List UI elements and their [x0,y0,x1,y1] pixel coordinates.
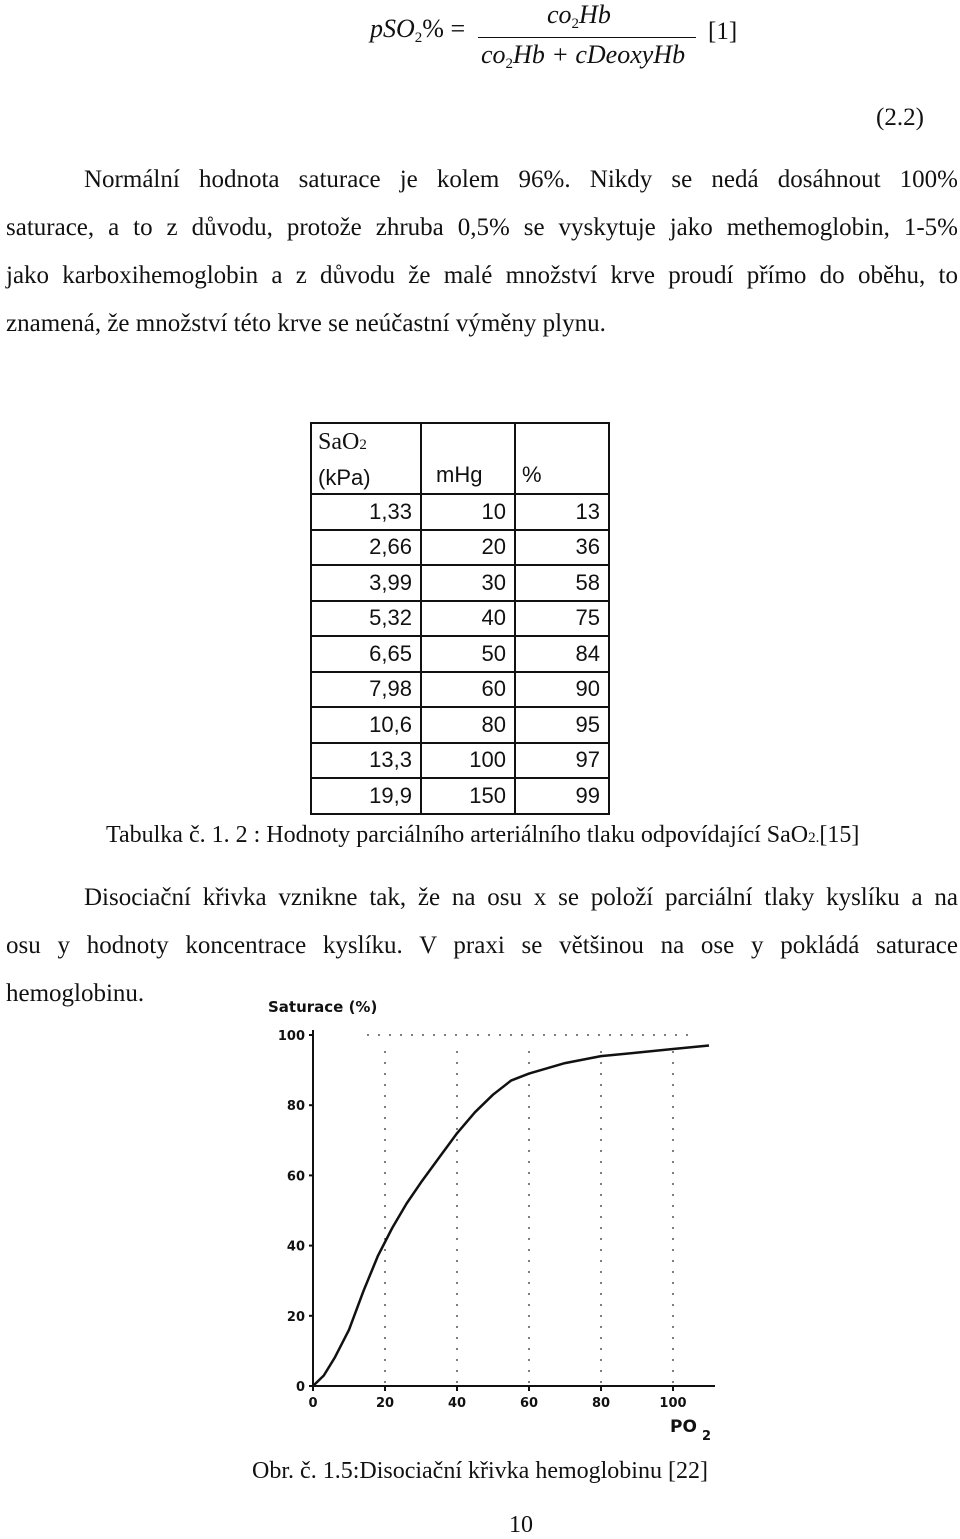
paragraph-saturation [6,156,958,348]
paragraph-line: hemoglobinu. [6,980,145,1007]
x-tick-label: 80 [591,1396,611,1411]
equation-denominator: $co_2Hb$ + cDeoxyHb [481,40,686,72]
table-header-row [311,423,609,494]
y-tick-label: 40 [286,1239,305,1255]
x-axis-label-subscript: 2 [702,1429,712,1444]
x-tick-label: 20 [375,1396,395,1411]
equation-reference: [1] [708,18,738,45]
x-tick-label: 60 [519,1396,539,1411]
y-tick-label: 60 [286,1169,305,1185]
paragraph-line: saturace, a to z důvodu, protože zhruba 0,5% se vyskytuje jako methemoglobin, 1-5% [6,214,958,241]
saturation-table [310,422,610,815]
y-tick-label: 20 [286,1309,305,1325]
paragraph-line: jako karboxihemoglobin a z důvodu že malé množství krve proudí přímo do oběhu, to [6,262,958,289]
table-header-sao2: SaO2 (kPa) [311,423,421,494]
dissociation-curve-line [313,1046,709,1387]
dissociation-curve-chart [250,990,720,1445]
y-tick-label: 0 [295,1380,305,1395]
equation-numerator: $co_2Hb$ [547,0,611,32]
table-row: 3,99 30 58 [311,565,609,601]
fraction-bar [478,37,696,38]
chart-title: Saturace (%) [268,998,378,1016]
x-tick-label: 0 [308,1396,318,1411]
x-axis-label: PO [670,1417,697,1437]
paragraph-line: Normální hodnota saturace je kolem 96%. Nikdy se nedá dosáhnout 100% [84,166,958,193]
y-tick-label: 100 [277,1029,305,1044]
x-tick-label: 100 [659,1396,687,1411]
x-tick-label: 40 [447,1396,467,1411]
table-header-mhg: mHg [421,423,515,494]
table-row: 10,6 80 95 [311,707,609,743]
equation-lhs: pSO$_2$% = [370,14,466,46]
page-number: 10 [509,1512,533,1538]
paragraph-line: osu y hodnoty koncentrace kyslíku. V praxi se většinou na ose y pokládá saturace [6,932,958,959]
table-row: 7,98 60 90 [311,672,609,708]
table-row: 1,33 10 13 [311,494,609,530]
table-header-percent: % [515,423,609,494]
table-row: 6,65 50 84 [311,636,609,672]
table-row: 13,3 100 97 [311,743,609,779]
equation-number: (2.2) [876,104,924,131]
table-caption: Tabulka č. 1. 2 : Hodnoty parciálního arteriálního tlaku odpovídající SaO2.[15] [106,822,860,848]
table-row: 2,66 20 36 [311,530,609,566]
y-tick-label: 80 [286,1099,305,1115]
paragraph-line: znamená, že množství této krve se neúčastní výměny plynu. [6,310,606,337]
paragraph-line: Disociační křivka vznikne tak, že na osu x se položí parciální tlaky kyslíku a na [84,884,958,911]
figure-caption: Obr. č. 1.5:Disociační křivka hemoglobinu [22] [252,1458,708,1484]
table-row: 5,32 40 75 [311,601,609,637]
table-row: 19,9 150 99 [311,778,609,814]
